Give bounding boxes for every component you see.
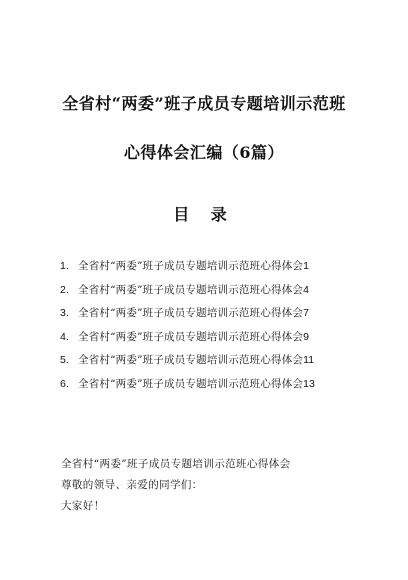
toc-item-5[interactable] (60, 352, 360, 376)
toc-item-4[interactable] (60, 329, 360, 353)
toc-item-title: 全省村“两委”班子成员专题培训示范班心得体会 (78, 330, 304, 343)
toc-item-title: 全省村“两委”班子成员专题培训示范班心得体会 (78, 307, 304, 319)
toc-item-page: 13 (303, 377, 315, 390)
body-salutation: 尊敬的领导、亲爱的同学们： (61, 479, 203, 491)
toc-item-title: 全省村“两委”班子成员专题培训示范班心得体会 (78, 283, 304, 296)
body-subtitle: 全省村“两委”班子成员专题培训示范班心得体会 (61, 458, 291, 470)
toc-item-title: 全省村“两委”班子成员专题培训示范班心得体会 (78, 377, 304, 390)
toc-item-number: 1. (60, 260, 69, 272)
toc-item-3[interactable] (60, 305, 360, 329)
document-title-line2: 心得体会汇编（6篇） (123, 143, 285, 162)
toc-list (60, 258, 360, 399)
toc-item-number: 4. (60, 330, 69, 343)
toc-item-1[interactable] (60, 258, 360, 282)
toc-item-number: 5. (60, 354, 69, 366)
toc-item-page: 7 (303, 307, 309, 319)
body-greeting: 大家好！ (61, 500, 105, 512)
toc-item-number: 2. (60, 283, 69, 296)
toc-item-title: 全省村“两委”班子成员专题培训示范班心得体会 (78, 354, 304, 366)
toc-item-title: 全省村“两委”班子成员专题培训示范班心得体会 (78, 260, 304, 272)
toc-item-page: 1 (303, 260, 309, 272)
toc-item-page: 4 (303, 283, 309, 296)
toc-item-number: 3. (60, 307, 69, 319)
toc-heading: 目 录 (173, 205, 235, 224)
toc-item-page: 11 (303, 354, 315, 366)
toc-item-6[interactable] (60, 376, 360, 400)
document-title-line1: 全省村“两委”班子成员专题培训示范班 (62, 94, 346, 113)
toc-item-number: 6. (60, 377, 69, 390)
toc-item-page: 9 (303, 330, 309, 343)
toc-item-2[interactable] (60, 282, 360, 306)
